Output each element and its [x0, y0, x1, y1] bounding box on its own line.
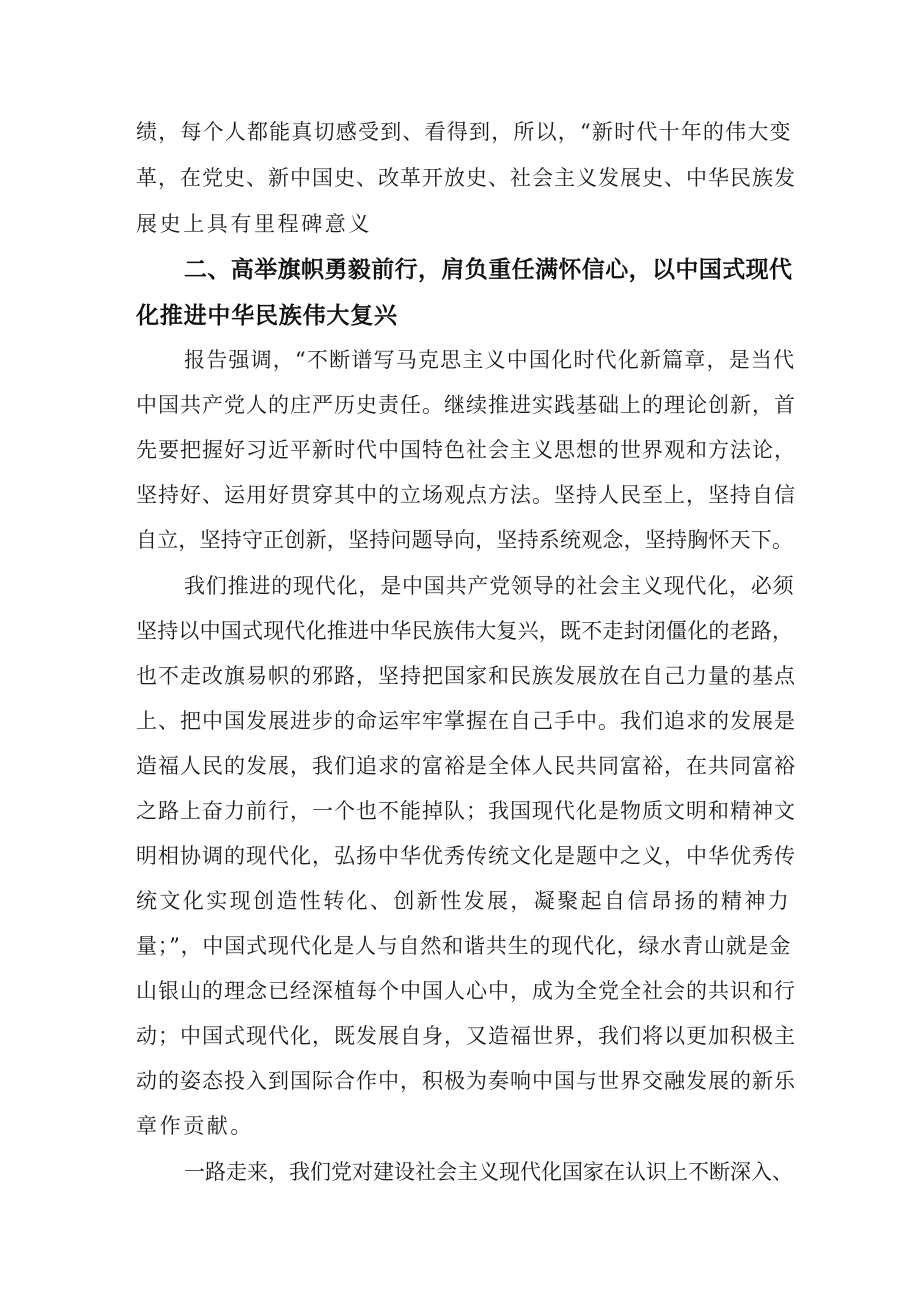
paragraph-modernization-line-13: 章作贡献。: [136, 1114, 254, 1138]
paragraph-closing-line-1: 一路走来，我们党对建设社会主义现代化国家在认识上不断深入、: [184, 1160, 793, 1184]
paragraph-modernization-line-5: 造福人民的发展，我们追求的富裕是全体人民共同富裕，在共同富裕: [136, 754, 796, 778]
paragraph-intro-line-2: 革，在党史、新中国史、改革开放史、社会主义发展史、中华民族发: [136, 166, 796, 190]
paragraph-report-line-3: 先要把握好习近平新时代中国特色社会主义思想的世界观和方法论，: [136, 438, 796, 462]
paragraph-modernization-line-11: 动；中国式现代化，既发展自身，又造福世界，我们将以更加积极主: [136, 1024, 796, 1048]
section-heading-line-1: 二、高举旗帜勇毅前行，肩负重任满怀信心，以中国式现代: [184, 257, 793, 283]
paragraph-report-line-2: 中国共产党人的庄严历史责任。继续推进实践基础上的理论创新，首: [136, 393, 796, 417]
paragraph-modernization-line-6: 之路上奋力前行，一个也不能掉队；我国现代化是物质文明和精神文: [136, 799, 796, 823]
paragraph-modernization-line-9: 量；”，中国式现代化是人与自然和谐共生的现代化，绿水青山就是金: [136, 934, 792, 958]
paragraph-modernization-line-1: 我们推进的现代化，是中国共产党领导的社会主义现代化，必须: [184, 574, 795, 598]
paragraph-modernization-line-2: 坚持以中国式现代化推进中华民族伟大复兴，既不走封闭僵化的老路，: [136, 619, 794, 643]
paragraph-modernization-line-8: 统文化实现创造性转化、创新性发展，凝聚起自信昂扬的精神力: [136, 889, 792, 913]
section-heading-line-2: 化推进中华民族伟大复兴: [136, 303, 398, 329]
paragraph-report-line-4: 坚持好、运用好贯穿其中的立场观点方法。坚持人民至上，坚持自信: [136, 483, 796, 507]
paragraph-modernization-line-10: 山银山的理念已经深植每个中国人心中，成为全党全社会的共识和行: [136, 979, 796, 1003]
paragraph-modernization-line-3: 也不走改旗易帜的邪路，坚持把国家和民族发展放在自己力量的基点: [136, 664, 796, 688]
paragraph-modernization-line-12: 动的姿态投入到国际合作中，积极为奏响中国与世界交融发展的新乐: [136, 1069, 796, 1093]
paragraph-report-line-1: 报告强调，“不断谱写马克思主义中国化时代化新篇章，是当代: [184, 348, 796, 372]
paragraph-modernization-line-4: 上、把中国发展进步的命运牢牢掌握在自己手中。我们追求的发展是: [136, 709, 796, 733]
paragraph-modernization-line-7: 明相协调的现代化，弘扬中华优秀传统文化是题中之义，中华优秀传: [136, 844, 796, 868]
paragraph-intro-line-1: 绩，每个人都能真切感受到、看得到，所以，“新时代十年的伟大变: [136, 120, 792, 144]
paragraph-report-line-5: 自立，坚持守正创新，坚持问题导向，坚持系统观念，坚持胸怀天下。: [136, 528, 794, 552]
paragraph-intro-line-3: 展史上具有里程碑意义: [136, 212, 372, 236]
